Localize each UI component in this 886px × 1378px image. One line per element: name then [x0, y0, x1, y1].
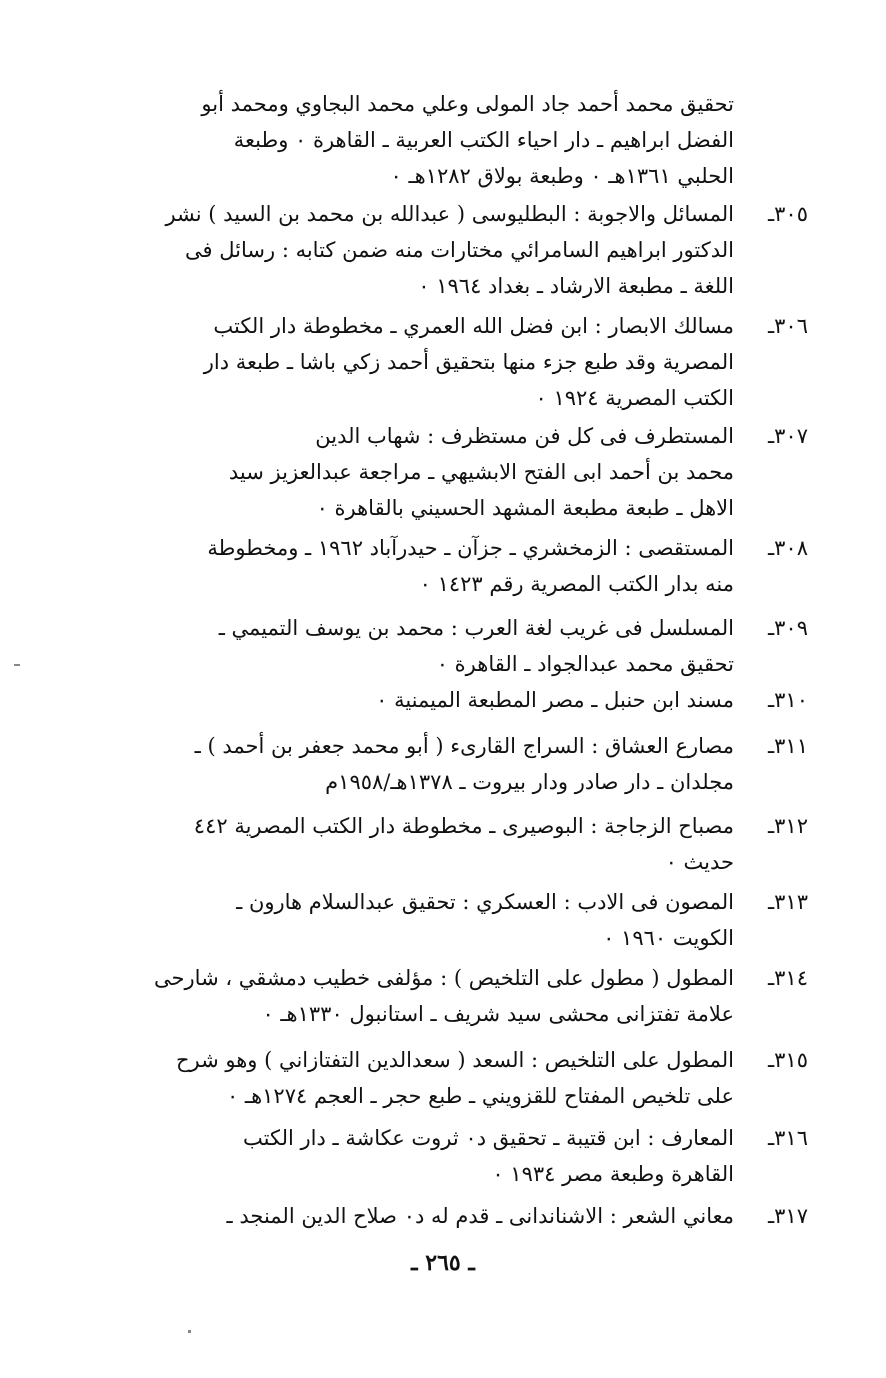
- entry-line: الحلبي ١٣٦١هـ ٠ وطبعة بولاق ١٢٨٢هـ ٠: [390, 164, 734, 188]
- bibliography-entry: [150, 196, 734, 304]
- bibliography-entry: [150, 308, 734, 416]
- bibliography-entry: [150, 728, 734, 800]
- entry-line: مصباح الزجاجة : البوصيرى ـ مخطوطة دار الكتب المصرية ٤٤٢: [193, 814, 734, 838]
- bibliography-entry: [150, 1120, 734, 1192]
- bibliography-entry: [150, 418, 734, 526]
- entry-number: ٣١٧ـ: [768, 1204, 808, 1228]
- entry-line: على تلخيص المفتاح للقزويني ـ طبع حجر ـ العجم ١٢٧٤هـ ٠: [226, 1084, 734, 1108]
- entry-number: ٣١٠ـ: [768, 688, 808, 712]
- entry-line: المعارف : ابن قتيبة ـ تحقيق د٠ ثروت عكاشة ـ دار الكتب: [243, 1126, 734, 1150]
- scan-speck: [188, 1330, 191, 1333]
- bibliography-entry: [150, 530, 734, 602]
- entry-line: اللغة ـ مطبعة الارشاد ـ بغداد ١٩٦٤ ٠: [418, 274, 734, 298]
- entry-line: المطول على التلخيص : السعد ( سعدالدين التفتازاني ) وهو شرح: [175, 1048, 734, 1072]
- bibliography-entry: [150, 960, 734, 1032]
- entry-line: القاهرة وطبعة مصر ١٩٣٤ ٠: [492, 1162, 734, 1186]
- entry-line: الاهل ـ طبعة مطبعة المشهد الحسيني بالقاهرة ٠: [316, 496, 734, 520]
- bibliography-entry: [150, 808, 734, 880]
- entry-number: ٣١٣ـ: [768, 890, 808, 914]
- entry-line: المسلسل فى غريب لغة العرب : محمد بن يوسف التميمي ـ: [218, 616, 734, 640]
- page-number: ـ ٢٦٥ ـ: [411, 1250, 475, 1276]
- entry-line: المصون فى الادب : العسكري : تحقيق عبدالسلام هارون ـ: [236, 890, 734, 914]
- entry-number: ٣٠٧ـ: [768, 424, 808, 448]
- entry-line: مسند ابن حنبل ـ مصر المطبعة الميمنية ٠: [376, 688, 734, 712]
- entry-number: ٣١٤ـ: [768, 966, 808, 990]
- entry-line: منه بدار الكتب المصرية رقم ١٤٢٣ ٠: [419, 572, 734, 596]
- entry-line: المطول ( مطول على التلخيص ) : مؤلفى خطيب دمشقي ، شارحى: [154, 966, 734, 990]
- scan-speck: [14, 664, 20, 666]
- entry-number: ٣٠٨ـ: [768, 536, 808, 560]
- bibliography-entry: [150, 884, 734, 956]
- entry-line: الكويت ١٩٦٠ ٠: [603, 926, 734, 950]
- entry-line: معاني الشعر : الاشناندانى ـ قدم له د٠ صلاح الدين المنجد ـ: [226, 1204, 734, 1228]
- entry-number: ٣٠٦ـ: [768, 314, 808, 338]
- entry-number: ٣١٦ـ: [768, 1126, 808, 1150]
- continuation-entry: [150, 86, 734, 194]
- entry-line: المسائل والاجوبة : البطليوسى ( عبدالله بن محمد بن السيد ) نشر: [165, 202, 734, 226]
- entry-line: الفضل ابراهيم ـ دار احياء الكتب العربية ـ القاهرة ٠ وطبعة: [233, 128, 734, 152]
- entry-line: مسالك الابصار : ابن فضل الله العمري ـ مخطوطة دار الكتب: [213, 314, 734, 338]
- entry-number: ٣٠٥ـ: [768, 202, 808, 226]
- entry-number: ٣١٥ـ: [768, 1048, 808, 1072]
- entry-number: ٣٠٩ـ: [768, 616, 808, 640]
- entry-line: تحقيق محمد أحمد جاد المولى وعلي محمد البجاوي ومحمد أبو: [201, 92, 734, 116]
- entry-line: محمد بن أحمد ابى الفتح الابشيهي ـ مراجعة عبدالعزيز سيد: [228, 460, 734, 484]
- entry-line: حديث ٠: [665, 850, 734, 874]
- bibliography-entry: [150, 1198, 734, 1234]
- entry-number: ٣١٢ـ: [768, 814, 808, 838]
- entry-number: ٣١١ـ: [768, 734, 808, 758]
- entry-line: المستقصى : الزمخشري ـ جزآن ـ حيدرآباد ١٩٦٢ ـ ومخطوطة: [207, 536, 734, 560]
- entry-line: الكتب المصرية ١٩٢٤ ٠: [535, 386, 734, 410]
- entry-line: الدكتور ابراهيم السامرائي مختارات منه ضمن كتابه : رسائل فى: [185, 238, 734, 262]
- entry-line: مجلدان ـ دار صادر ودار بيروت ـ ١٣٧٨هـ/١٩٥٨م: [325, 770, 734, 794]
- entry-line: المستطرف فى كل فن مستظرف : شهاب الدين: [315, 424, 734, 448]
- entry-line: مصارع العشاق : السراج القارىء ( أبو محمد جعفر بن أحمد ) ـ: [194, 734, 734, 758]
- entry-line: المصرية وقد طبع جزء منها بتحقيق أحمد زكي باشا ـ طبعة دار: [203, 350, 734, 374]
- entry-line: علامة تفتزانى محشى سيد شريف ـ استانبول ١٣٣٠هـ ٠: [262, 1002, 734, 1026]
- bibliography-entry: [150, 1042, 734, 1114]
- entry-line: تحقيق محمد عبدالجواد ـ القاهرة ٠: [436, 652, 734, 676]
- bibliography-entry: [150, 682, 734, 718]
- bibliography-entry: [150, 610, 734, 682]
